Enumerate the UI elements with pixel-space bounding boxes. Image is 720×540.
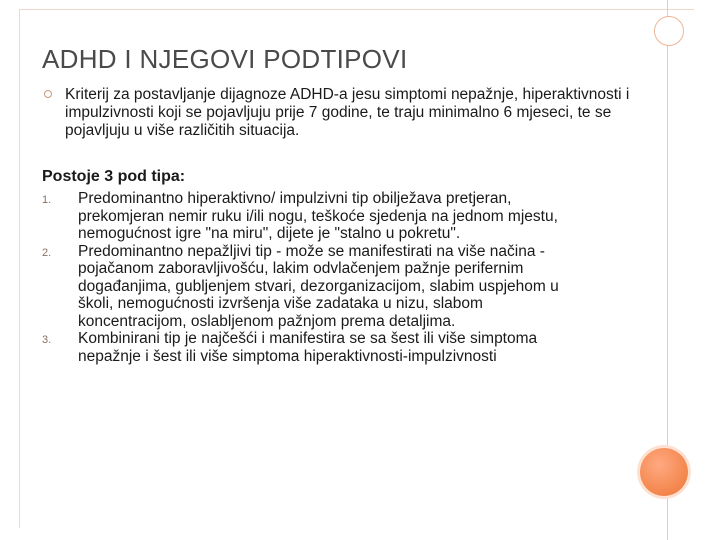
list-item-line: pojačanom zaboravljivošću, lakim odvlačenjem pažnje perifernim <box>78 260 524 277</box>
list-item-line: događanjima, gubljenjem stvari, dezorganizacijom, slabim uspjehom u <box>78 277 559 295</box>
intro-text: Kriterij za postavljanje dijagnoze ADHD-a jesu simptomi nepažnje, hiperaktivnosti i impulzivnosti koji se pojavljuju prije 7 godine, te traju minimalno 6 mjeseci, te se pojavljuju u više različitih situacija. <box>65 86 630 139</box>
list-item-line: prekomjeran nemir ruku i/ili nogu, teškoće sjedenja na jednom mjestu, <box>78 207 558 225</box>
list-item-line: koncentracijom, oslabljenom pažnjom prema detaljima. <box>78 312 456 330</box>
list-item-line: školi, nemogućnosti izvršenja više zadataka u nizu, slabom <box>78 295 483 312</box>
list-item <box>42 330 642 365</box>
list-item-line: nemogućnost igre "na miru", dijete je "stalno u pokretu". <box>78 225 461 242</box>
subtypes-list <box>42 190 642 365</box>
list-item-line: Predominantno nepažljivi tip - može se manifestirati na više načina - <box>78 242 545 260</box>
list-item-line: Predominantno hiperaktivno/ impulzivni tip obilježava pretjeran, <box>78 190 512 207</box>
list-item <box>42 190 642 243</box>
subtypes-heading: Postoje 3 pod tipa: <box>42 168 186 185</box>
list-item <box>42 243 642 331</box>
list-item-line: nepažnje i šest ili više simptoma hiperaktivnosti-impulzivnosti <box>78 347 497 365</box>
decorative-circle-filled <box>640 448 688 496</box>
list-item-line: Kombinirani tip je najčešći i manifestira se sa šest ili više simptoma <box>78 330 538 347</box>
intro-bullet <box>44 86 634 140</box>
bullet-circle-icon <box>44 90 52 98</box>
list-item-number: 3. <box>42 334 52 346</box>
list-item-number: 2. <box>42 246 52 259</box>
list-item-number: 1. <box>42 194 52 206</box>
slide-title: ADHD I NJEGOVI PODTIPOVI <box>42 44 408 74</box>
decorative-circle-outline <box>654 16 684 46</box>
